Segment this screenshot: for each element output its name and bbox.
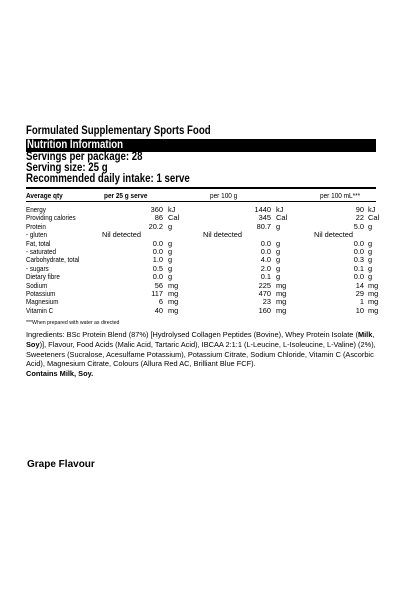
- cell-per-serve: 0.0: [152, 246, 163, 256]
- cell-per-100ml: 5.0: [353, 221, 364, 231]
- table-row: [26, 280, 379, 290]
- cell-per-100ml: 0.0: [353, 272, 364, 282]
- unit-per-100ml: mg: [368, 280, 379, 290]
- unit-per-serve: mg: [168, 288, 179, 298]
- cell-per-100ml: 0.3: [353, 255, 364, 265]
- footnote: ***When prepared with water as directed: [26, 320, 120, 327]
- cell-per-100ml: 29: [355, 288, 364, 298]
- table-row: [26, 239, 376, 247]
- unit-per-serve: Cal: [168, 213, 180, 223]
- unit-per-100g: mg: [276, 297, 287, 307]
- table-header: [26, 189, 376, 201]
- product-category-title: Formulated Supplementary Sports Food: [26, 125, 211, 137]
- unit-per-100ml: g: [368, 263, 373, 273]
- unit-per-100ml: mg: [368, 305, 379, 315]
- row-label: - sugars: [26, 263, 49, 273]
- unit-per-100g: g: [276, 272, 281, 282]
- cell-per-100g: Nil detected: [203, 230, 243, 240]
- cell-per-100ml: 90: [355, 205, 364, 214]
- cell-per-serve: 20.2: [148, 221, 163, 231]
- row-label: Dietary fibre: [26, 272, 60, 282]
- cell-per-100ml: 0.0: [353, 238, 364, 248]
- unit-per-100g: mg: [276, 280, 287, 290]
- unit-per-100ml: mg: [368, 288, 379, 298]
- cell-per-serve: 0.0: [152, 272, 163, 282]
- cell-per-100g: 4.0: [260, 255, 271, 265]
- unit-per-100ml: g: [368, 238, 373, 248]
- col-per-100g: per 100 g: [210, 191, 238, 200]
- cell-per-100ml: 1: [359, 297, 364, 307]
- unit-per-100g: g: [276, 246, 281, 256]
- cell-per-100ml: 14: [355, 280, 364, 290]
- row-label: Fat, total: [26, 238, 51, 248]
- servings-per-package: Servings per package: 28: [26, 151, 143, 163]
- cell-per-100ml: Nil detected: [314, 230, 354, 240]
- row-label: Providing calories: [26, 213, 76, 223]
- unit-per-100ml: g: [368, 246, 373, 256]
- unit-per-100ml: mg: [368, 297, 379, 307]
- table-row: [26, 230, 376, 238]
- table-row: [26, 305, 379, 315]
- ingredients-text: Ingredients: BSc Protein Blend (87%) [Hydrolysed Collagen Peptides (Bovine), Whey Protein Isolate (: [26, 330, 358, 340]
- cell-per-serve: 117: [151, 288, 163, 298]
- unit-per-100ml: Cal: [368, 213, 380, 223]
- cell-per-100g: 23: [262, 297, 271, 307]
- ingredients-text: )], Flavour, Food Acids (Malic Acid, Tartaric Acid), IBCAA 2:1:1 (L-Leucine, L-Isoleucine, L-Valine) (2%), Sweeteners (Sucralose, Acesulfame Potassium), Potassium Citrate, Sodium Chloride, Vitamin C (Ascorbic Acid), Magnesium Citrate, Colours (Allura Red AC, Brilliant Blue FCF).: [26, 339, 376, 369]
- cell-per-serve: 56: [154, 280, 163, 290]
- row-label: - saturated: [26, 246, 57, 256]
- cell-per-serve: 86: [154, 213, 163, 223]
- cell-per-100ml: 0.1: [353, 263, 364, 273]
- allergen-statement: Contains Milk, Soy.: [26, 369, 94, 379]
- cell-per-serve: 6: [158, 297, 163, 307]
- table-row: [26, 247, 376, 255]
- unit-per-serve: mg: [168, 297, 179, 307]
- cell-per-100g: 470: [258, 288, 271, 298]
- cell-per-serve: Nil detected: [102, 230, 142, 240]
- unit-per-serve: g: [168, 255, 173, 265]
- col-per-serve: per 25 g serve: [104, 191, 148, 200]
- unit-per-100g: mg: [276, 305, 287, 315]
- unit-per-100g: kJ: [276, 205, 284, 214]
- row-label: Carbohydrate, total: [26, 255, 80, 265]
- unit-per-100g: g: [276, 238, 281, 248]
- cell-per-100ml: 0.0: [353, 246, 364, 256]
- unit-per-serve: g: [168, 272, 173, 282]
- nutrition-rows: [26, 205, 380, 315]
- cell-per-100g: 0.1: [260, 272, 271, 282]
- unit-per-serve: g: [168, 238, 173, 248]
- flavour-label: Grape Flavour: [27, 459, 95, 470]
- allergen-milk: Milk: [357, 330, 373, 340]
- cell-per-100ml: 10: [355, 305, 364, 315]
- cell-per-100g: 345: [258, 213, 271, 223]
- cell-per-serve: 0.5: [152, 263, 163, 273]
- row-label: - gluten: [26, 230, 47, 240]
- cell-per-100g: 160: [258, 305, 271, 315]
- unit-per-100ml: g: [368, 255, 373, 265]
- divider: [26, 201, 376, 202]
- row-label: Protein: [26, 221, 46, 231]
- row-label: Sodium: [26, 280, 48, 290]
- ingredients-text: ,: [372, 330, 375, 340]
- cell-per-serve: 1.0: [152, 255, 163, 265]
- unit-per-100g: g: [276, 263, 281, 273]
- cell-per-100g: 0.0: [260, 246, 271, 256]
- col-per-100ml: per 100 mL***: [320, 191, 361, 200]
- unit-per-100g: g: [276, 221, 281, 231]
- unit-per-100ml: g: [368, 272, 373, 282]
- cell-per-100g: 1440: [254, 205, 271, 214]
- unit-per-100ml: g: [368, 221, 373, 231]
- row-label: Vitamin C: [26, 305, 54, 315]
- table-row: [26, 264, 376, 272]
- nutrition-panel: [26, 124, 380, 379]
- table-row: [26, 205, 376, 213]
- unit-per-100g: g: [276, 255, 281, 265]
- table-row: [26, 222, 376, 230]
- cell-per-serve: 40: [154, 305, 163, 315]
- unit-per-100ml: kJ: [368, 205, 376, 214]
- cell-per-serve: 360: [150, 205, 163, 214]
- cell-per-100g: 0.0: [260, 238, 271, 248]
- table-row: [26, 272, 376, 280]
- table-row: [26, 213, 380, 223]
- allergen-soy: Soy: [26, 339, 40, 349]
- cell-per-100g: 80.7: [256, 221, 271, 231]
- cell-per-100g: 2.0: [260, 263, 271, 273]
- row-label: Energy: [26, 205, 46, 214]
- nutrition-heading: Nutrition Information: [27, 139, 124, 151]
- serving-size: Serving size: 25 g: [26, 162, 108, 174]
- col-average-qty: Average qty: [26, 191, 63, 200]
- row-label: Magnesium: [26, 297, 59, 307]
- row-label: Potassium: [26, 288, 56, 298]
- table-row: [26, 288, 379, 298]
- cell-per-100g: 225: [258, 280, 271, 290]
- unit-per-100g: mg: [276, 288, 287, 298]
- ingredients: [26, 330, 376, 369]
- table-row: [26, 297, 379, 307]
- unit-per-100g: Cal: [276, 213, 288, 223]
- unit-per-serve: g: [168, 246, 173, 256]
- recommended-intake: Recommended daily intake: 1 serve: [26, 173, 190, 185]
- cell-per-100ml: 22: [355, 213, 364, 223]
- cell-per-serve: 0.0: [152, 238, 163, 248]
- unit-per-serve: g: [168, 221, 173, 231]
- unit-per-serve: mg: [168, 280, 179, 290]
- table-row: [26, 255, 376, 263]
- unit-per-serve: kJ: [168, 205, 176, 214]
- unit-per-serve: g: [168, 263, 173, 273]
- unit-per-serve: mg: [168, 305, 179, 315]
